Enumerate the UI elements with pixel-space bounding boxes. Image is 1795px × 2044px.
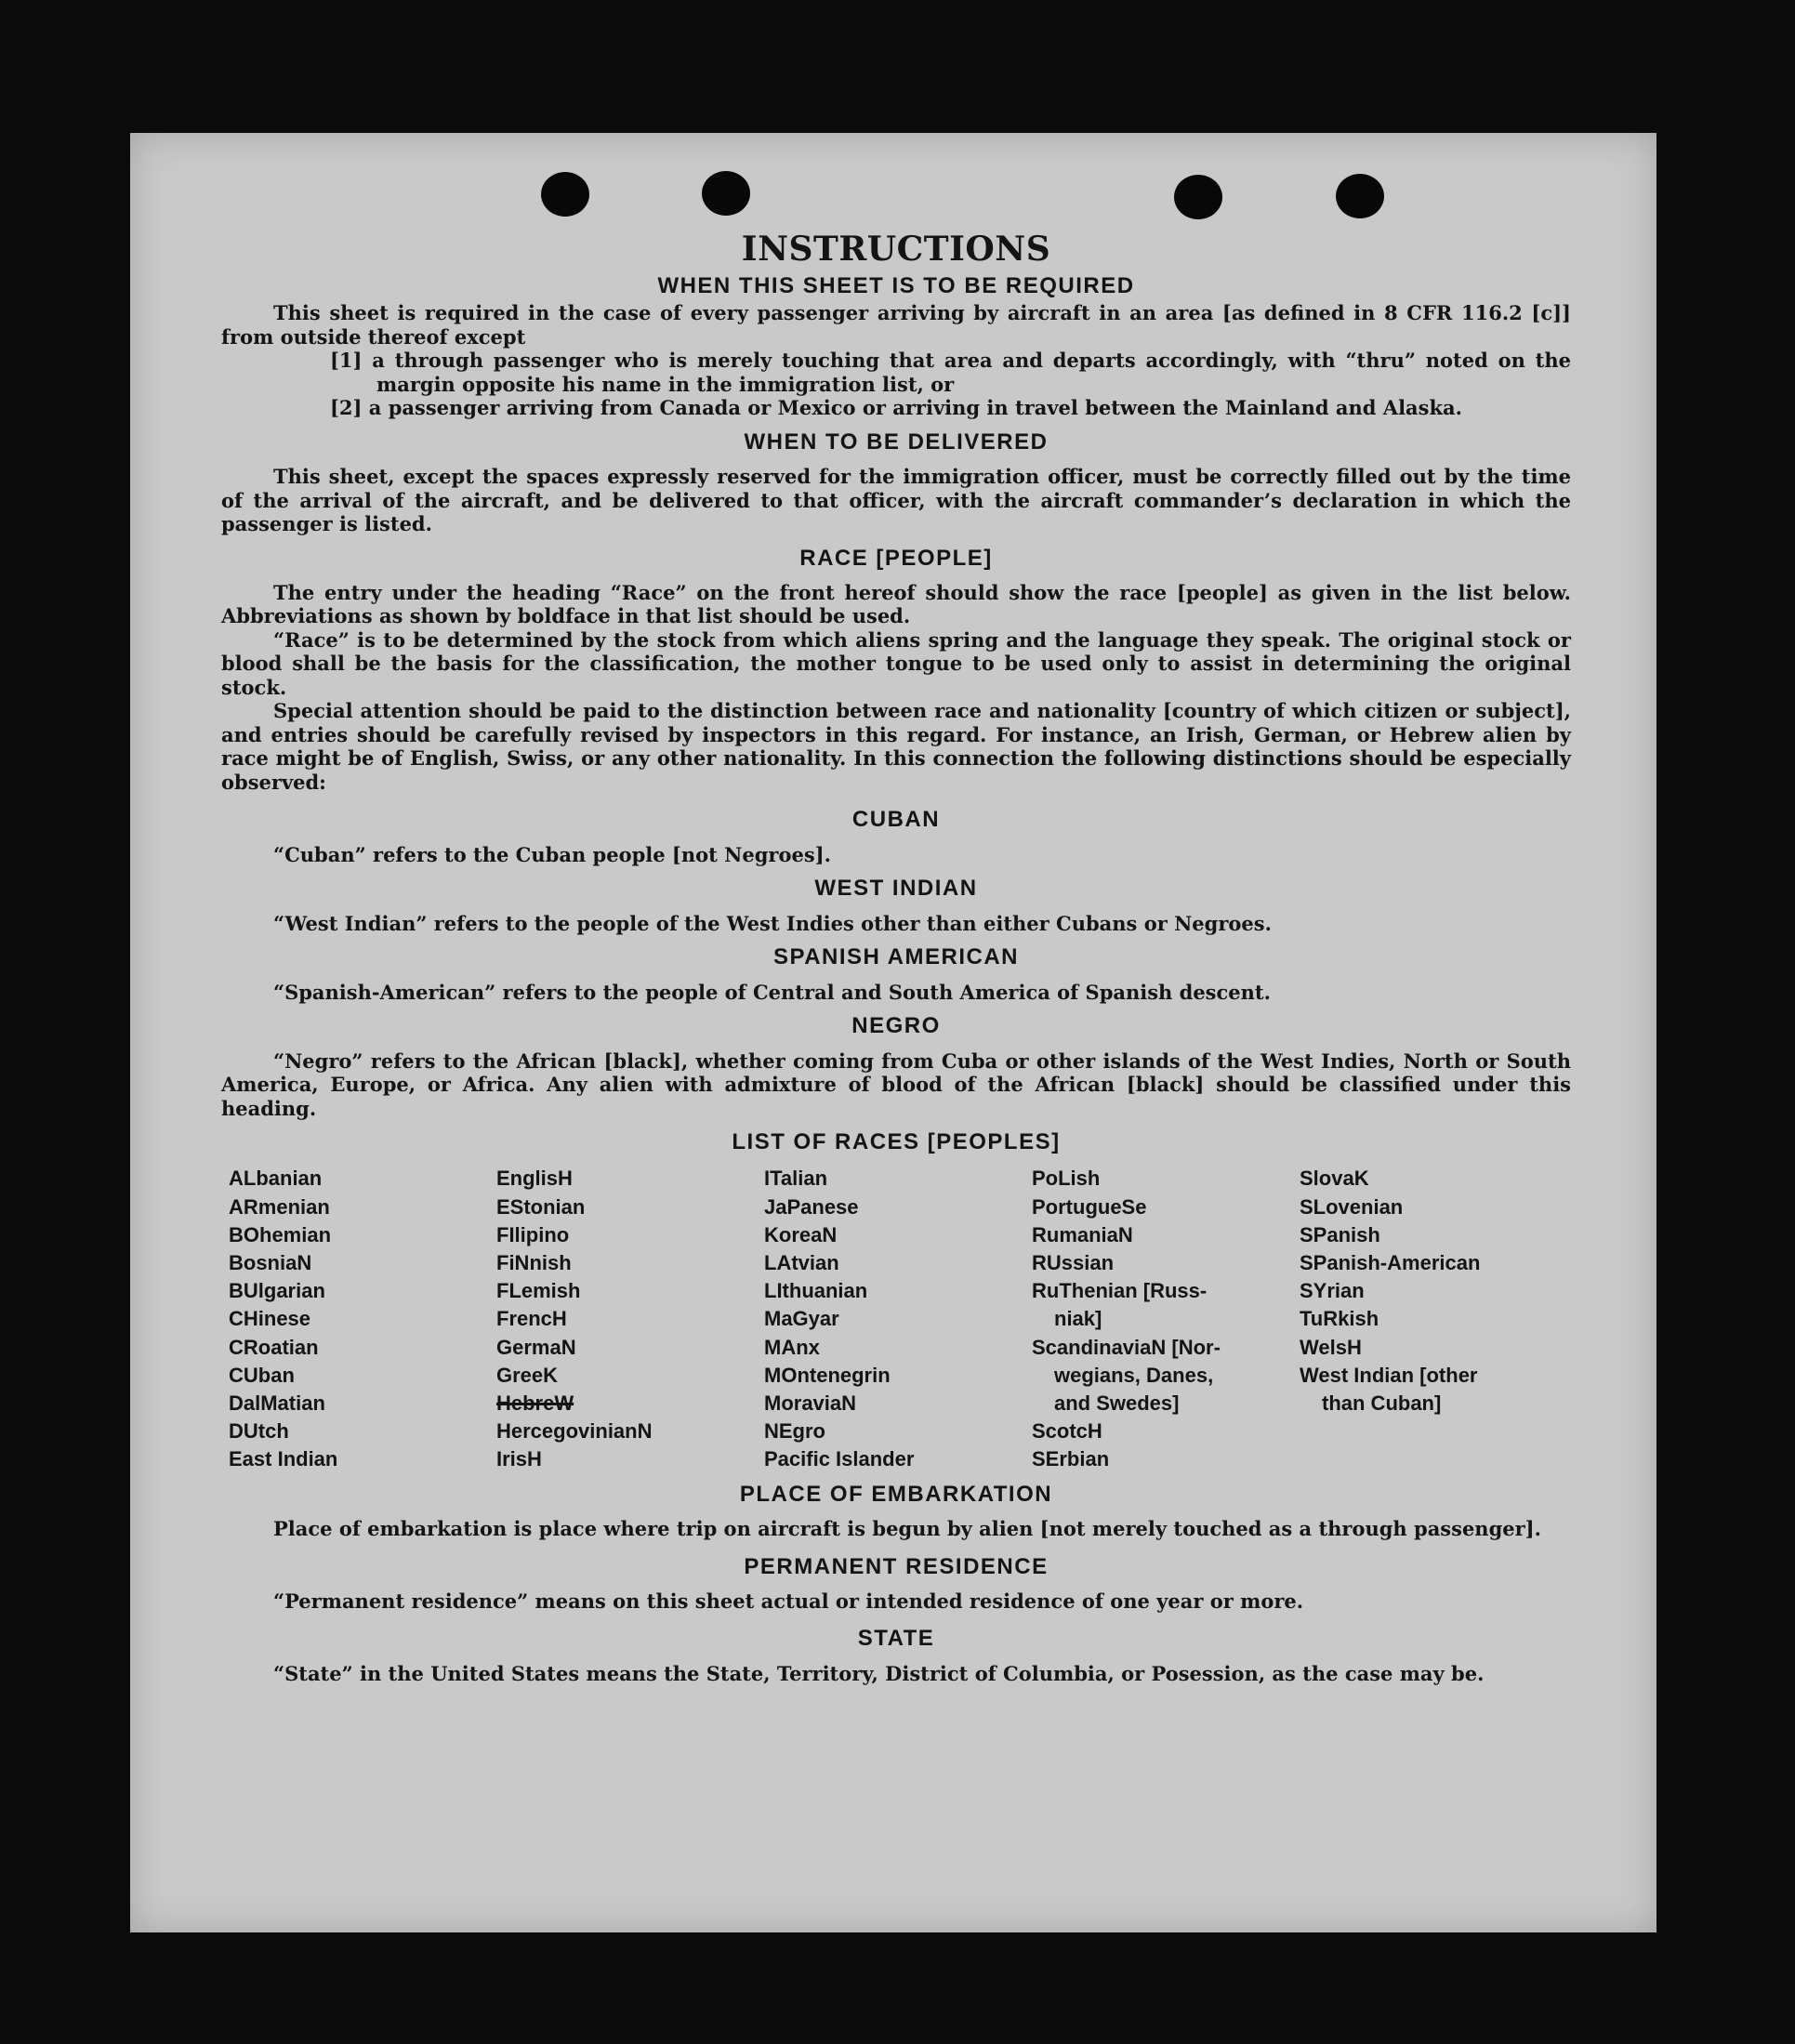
section-heading-west-indian: WEST INDIAN [814, 876, 978, 902]
section-heading-cuban: CUBAN [851, 807, 941, 833]
required-item-1: [1] a through passenger who is merely touching that area and departs accordingly, with “thru” noted on the margin opposite his name in the immigration list, or [330, 349, 1571, 396]
state-text: “State” in the United States means the State, Territory, District of Columbia, or Posession, as the case may be. [273, 1661, 1485, 1685]
race-paragraph-1: The entry under the heading “Race” on the front hereof should show the race [people] as given in the list below. Abbreviations as shown by boldface in that list should be used. [221, 580, 1571, 628]
race-item-continuation: than Cuban] [1322, 1391, 1442, 1416]
race-column-2 [496, 1165, 764, 1473]
race-item: BOhemian [229, 1222, 332, 1246]
race-item: FiNnish [496, 1251, 572, 1275]
race-item: SlovaK [1300, 1167, 1369, 1191]
race-item: MOntenegrin [764, 1363, 891, 1387]
section-heading-state: STATE [857, 1626, 935, 1652]
section-heading-delivered: WHEN TO BE DELIVERED [744, 429, 1049, 455]
punch-hole [702, 171, 750, 216]
race-item: NEgro [764, 1419, 825, 1444]
race-item: FrencH [496, 1307, 567, 1331]
section-heading-spanish-american: SPANISH AMERICAN [772, 944, 1019, 970]
race-item: GermaN [496, 1335, 576, 1359]
race-item: ALbanian [229, 1167, 323, 1191]
race-item: BUlgarian [229, 1279, 325, 1303]
race-column-3 [764, 1165, 1032, 1473]
race-item: HercegovinianN [496, 1419, 653, 1444]
section-heading-negro: NEGRO [851, 1013, 941, 1039]
page-title: INSTRUCTIONS [741, 230, 1051, 269]
race-item: CHinese [229, 1307, 311, 1331]
race-item: IrisH [496, 1447, 542, 1471]
race-item: CUban [229, 1363, 295, 1387]
race-item: LIthuanian [764, 1279, 868, 1303]
race-item: SLovenian [1300, 1194, 1404, 1219]
section-heading-race: RACE [PEOPLE] [799, 545, 993, 571]
instructions-content [221, 232, 1571, 1685]
race-column-1 [229, 1165, 496, 1473]
race-item: EnglisH [496, 1167, 573, 1191]
required-intro: This sheet is required in the case of every passenger arriving by aircraft in an area [as defined in 8 CFR 116.2 [c]] from outside thereof except [221, 301, 1571, 349]
race-item: CRoatian [229, 1335, 319, 1359]
race-item-continuation: wegians, Danes, [1054, 1363, 1214, 1387]
punch-hole [541, 172, 589, 217]
race-column-5 [1300, 1165, 1567, 1473]
race-item: GreeK [496, 1363, 559, 1387]
race-item: KoreaN [764, 1222, 838, 1246]
document-sheet [130, 133, 1656, 1932]
race-item: MaGyar [764, 1307, 839, 1331]
spanish-american-text: “Spanish-American” refers to the people of Central and South America of Spanish descent. [273, 980, 1271, 1004]
race-item: ITalian [764, 1167, 828, 1191]
section-heading-required: WHEN THIS SHEET IS TO BE REQUIRED [657, 272, 1135, 298]
punch-hole [1336, 174, 1384, 218]
race-item: MAnx [764, 1335, 820, 1359]
race-paragraph-2: “Race” is to be determined by the stock from which aliens spring and the language they speak. The original stock or blood shall be the basis for the classification, the mother tongue to be used only to assist in determining the original stock. [221, 627, 1571, 699]
race-item: SPanish [1300, 1222, 1380, 1246]
race-list [229, 1165, 1571, 1473]
race-item: East Indian [229, 1447, 338, 1471]
race-item: RuThenian [Russ- [1032, 1279, 1208, 1303]
race-item: RumaniaN [1032, 1222, 1133, 1246]
race-item-struck: HebreW [496, 1391, 574, 1416]
race-item: EStonian [496, 1194, 586, 1219]
race-item: DUtch [229, 1419, 289, 1444]
negro-text: “Negro” refers to the African [black], whether coming from Cuba or other islands of the West Indies, North or South America, Europe, or Africa. Any alien with admixture of blood of the African [black] should be classified under this heading. [221, 1048, 1571, 1120]
punch-hole [1174, 175, 1222, 219]
race-item-continuation: and Swedes] [1054, 1391, 1180, 1416]
race-item: FIlipino [496, 1222, 570, 1246]
race-item: BosniaN [229, 1251, 312, 1275]
race-item: SYrian [1300, 1279, 1365, 1303]
required-item-2: [2] a passenger arriving from Canada or Mexico or arriving in travel between the Mainland and Alaska. [330, 396, 1462, 420]
race-item: SPanish-American [1300, 1251, 1481, 1275]
race-item: SErbian [1032, 1447, 1110, 1471]
cuban-text: “Cuban” refers to the Cuban people [not Negroes]. [273, 842, 831, 866]
race-paragraph-3: Special attention should be paid to the distinction between race and nationality [country of which citizen or subject], and entries should be carefully revised by inspectors in this regard. For instance, an Irish, German, or Hebrew alien by race might be of English, Swiss, or any other nationality. In this connection the following distinctions should be especially observed: [221, 699, 1571, 794]
race-item: TuRkish [1300, 1307, 1379, 1331]
embarkation-text: Place of embarkation is place where trip on aircraft is begun by alien [not merely touched as a through passenger]. [273, 1517, 1541, 1541]
race-item: West Indian [other [1300, 1363, 1478, 1387]
race-item: ScotcH [1032, 1419, 1102, 1444]
west-indian-text: “West Indian” refers to the people of the West Indies other than either Cubans or Negroes. [273, 911, 1272, 935]
delivered-text: This sheet, except the spaces expressly reserved for the immigration officer, must be correctly filled out by the time of the arrival of the aircraft, and be delivered to that officer, with the aircraft commander’s declaration in which the passenger is listed. [221, 465, 1571, 536]
race-item: PortugueSe [1032, 1194, 1147, 1219]
race-item-continuation: niak] [1054, 1307, 1102, 1331]
race-item: RUssian [1032, 1251, 1115, 1275]
section-heading-residence: PERMANENT RESIDENCE [744, 1553, 1049, 1579]
section-heading-embarkation: PLACE OF EMBARKATION [739, 1481, 1053, 1507]
race-item: DalMatian [229, 1391, 325, 1416]
residence-text: “Permanent residence” means on this sheet actual or intended residence of one year or more. [273, 1589, 1304, 1613]
race-column-4 [1032, 1165, 1300, 1473]
race-item: LAtvian [764, 1251, 839, 1275]
race-item: FLemish [496, 1279, 581, 1303]
race-item: JaPanese [764, 1194, 859, 1219]
race-item: PoLish [1032, 1167, 1101, 1191]
race-item: MoraviaN [764, 1391, 857, 1416]
race-item: ScandinaviaN [Nor- [1032, 1335, 1221, 1359]
race-item: Pacific Islander [764, 1447, 915, 1471]
section-heading-race-list: LIST OF RACES [PEOPLES] [732, 1129, 1061, 1155]
race-item: WelsH [1300, 1335, 1362, 1359]
race-item: ARmenian [229, 1194, 330, 1219]
